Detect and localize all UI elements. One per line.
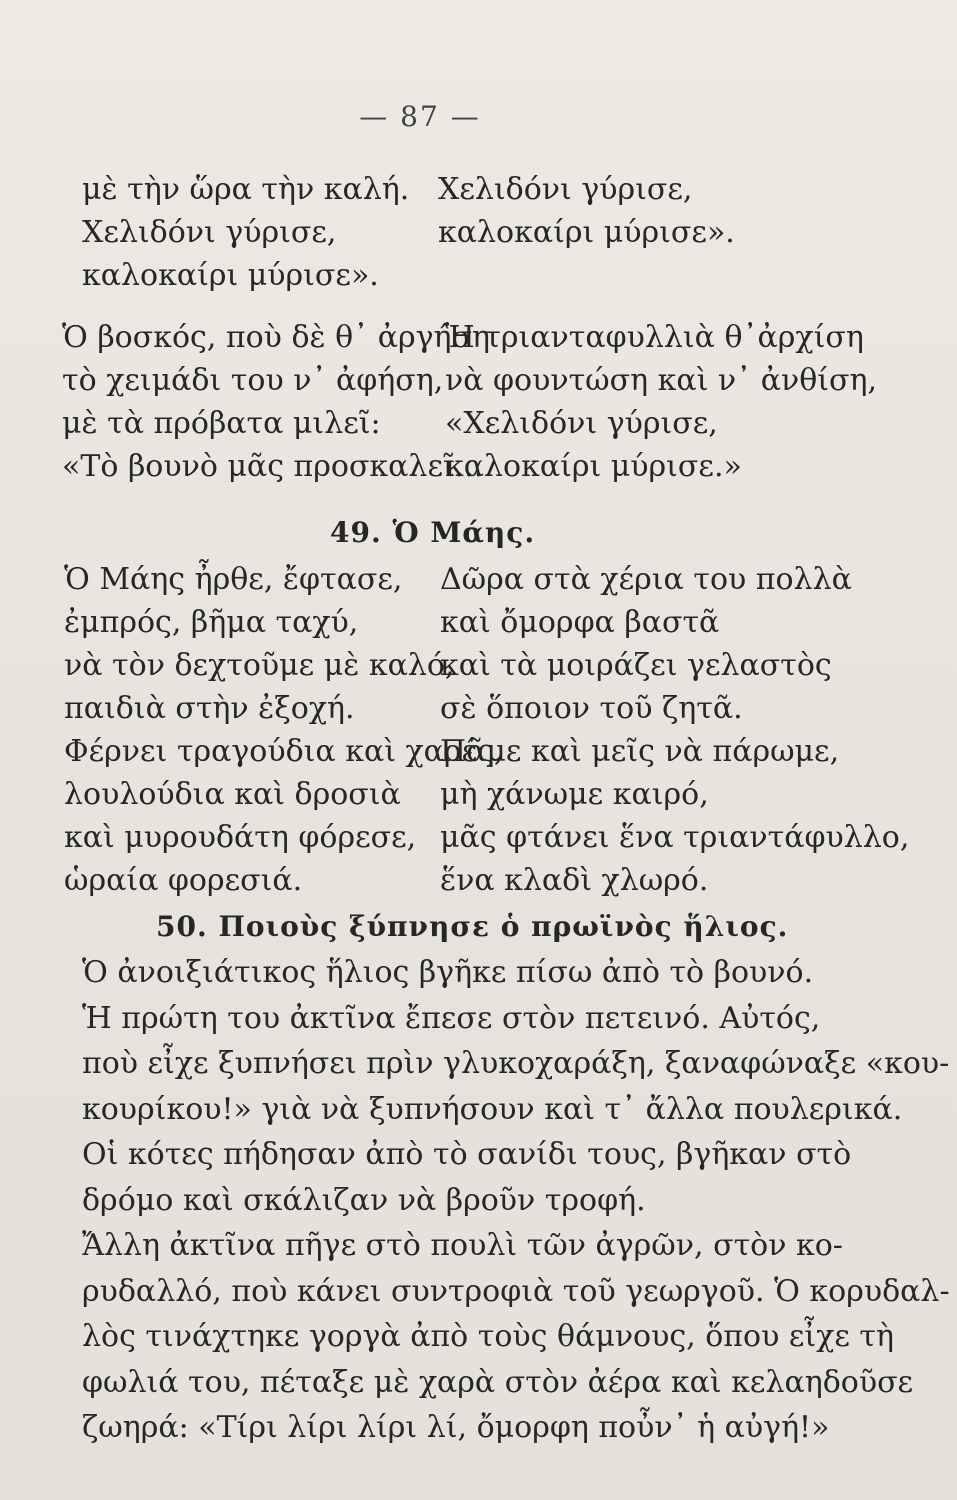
verse-line: τὸ χειμάδι του ν᾽ ἀφήση,: [62, 363, 444, 398]
section49-right-column: [440, 558, 909, 902]
section49-left-column: [64, 558, 503, 902]
verse-line: παιδιὰ στὴν ἐξοχή.: [64, 691, 355, 726]
verse-line: μὲ τὴν ὥρα τὴν καλή.: [82, 172, 410, 207]
verse-line: ἐμπρός, βῆμα ταχύ,: [64, 605, 359, 640]
prose-line: Οἱ κότες πήδησαν ἀπὸ τὸ σανίδι τους, βγῆκαν στὸ: [82, 1137, 852, 1172]
verse-line: καὶ τὰ μοιράζει γελαστὸς: [440, 648, 832, 683]
prose-line: ποὺ εἶχε ξυπνήσει πρὶν γλυκοχαράξη, ξαναφώναξε «κου-: [82, 1046, 950, 1081]
verse-line: Ὁ Μάης ἦρθε, ἔφτασε,: [64, 562, 403, 597]
prose-line: δρόμο καὶ σκάλιζαν νὰ βροῦν τροφή.: [82, 1182, 646, 1218]
verse-line: Πᾶμε καὶ μεῖς νὰ πάρωμε,: [440, 734, 840, 769]
prose-line: Ἡ πρώτη του ἀκτῖνα ἔπεσε στὸν πετεινό. Αὐτός,: [82, 1000, 821, 1036]
prose-line: ζωηρά: «Τίρι λίρι λίρι λί, ὄμορφη ποὖν᾽ ἡ αὐγή!»: [82, 1410, 830, 1445]
verse-line: Χελιδόνι γύρισε,: [438, 172, 693, 207]
verse-line: Δῶρα στὰ χέρια του πολλὰ: [440, 562, 852, 597]
stanza2-left-column: [62, 316, 490, 488]
verse-line: καλοκαίρι μύρισε.»: [445, 449, 742, 484]
stanza2-right-column: [445, 316, 877, 488]
section50-body: [82, 950, 950, 1451]
verse-line: ἕνα κλαδὶ χλωρό.: [440, 863, 709, 898]
section50-title: 50. Ποιοὺς ξύπνησε ὁ πρωϊνὸς ἥλιος.: [156, 910, 789, 943]
verse-line: Ἡ τριανταφυλλιὰ θ᾽ἀρχίση: [445, 320, 864, 355]
verse-line: καὶ ὄμορφα βαστᾶ: [440, 605, 720, 640]
poem48-right-column: [438, 168, 735, 254]
verse-line: μὲ τὰ πρόβατα μιλεῖ:: [62, 406, 381, 441]
page-number: — 87 —: [359, 100, 481, 133]
section49-title: 49. Ὁ Μάης.: [330, 516, 536, 549]
prose-line: φωλιά του, πέταξε μὲ χαρὰ στὸν ἀέρα καὶ κελαηδοῦσε: [82, 1364, 914, 1400]
verse-line: λουλούδια καὶ δροσιὰ: [64, 777, 401, 812]
prose-line: Ὁ ἀνοιξιάτικος ἥλιος βγῆκε πίσω ἀπὸ τὸ βουνό.: [82, 955, 814, 990]
verse-line: νὰ τὸν δεχτοῦμε μὲ καλό,: [64, 648, 455, 683]
verse-line: νὰ φουντώση καὶ ν᾽ ἀνθίση,: [445, 363, 878, 398]
prose-line: ρυδαλλό, ποὺ κάνει συντροφιὰ τοῦ γεωργοῦ. Ὁ κορυδαλ-: [82, 1273, 950, 1309]
verse-line: καὶ μυρουδάτη φόρεσε,: [64, 820, 417, 855]
verse-line: μᾶς φτάνει ἕνα τριαντάφυλλο,: [440, 820, 910, 855]
prose-line: λὸς τινάχτηκε γοργὰ ἀπὸ τοὺς θάμνους, ὅπου εἶχε τὴ: [82, 1319, 894, 1354]
verse-line: σὲ ὅποιον τοῦ ζητᾶ.: [440, 691, 743, 726]
verse-line: Χελιδόνι γύρισε,: [82, 215, 337, 250]
verse-line: «Χελιδόνι γύρισε,: [445, 406, 718, 441]
verse-line: καλοκαίρι μύρισε».: [82, 258, 379, 293]
verse-line: Ὁ βοσκός, ποὺ δὲ θ᾽ ἀργήση: [62, 320, 490, 355]
prose-line: κουρίκου!» γιὰ νὰ ξυπνήσουν καὶ τ᾽ ἄλλα πουλερικά.: [82, 1091, 903, 1127]
poem48-left-column: [82, 168, 409, 297]
verse-line: ὡραία φορεσιά.: [64, 863, 303, 898]
verse-line: μὴ χάνωμε καιρό,: [440, 777, 709, 812]
prose-line: Ἄλλη ἀκτῖνα πῆγε στὸ πουλὶ τῶν ἀγρῶν, στὸν κο-: [82, 1228, 843, 1263]
verse-line: Φέρνει τραγούδια καὶ χαρές,: [64, 734, 504, 769]
verse-line: «Τὸ βουνὸ μᾶς προσκαλεῖ...: [62, 449, 484, 484]
verse-line: καλοκαίρι μύρισε».: [438, 215, 735, 250]
